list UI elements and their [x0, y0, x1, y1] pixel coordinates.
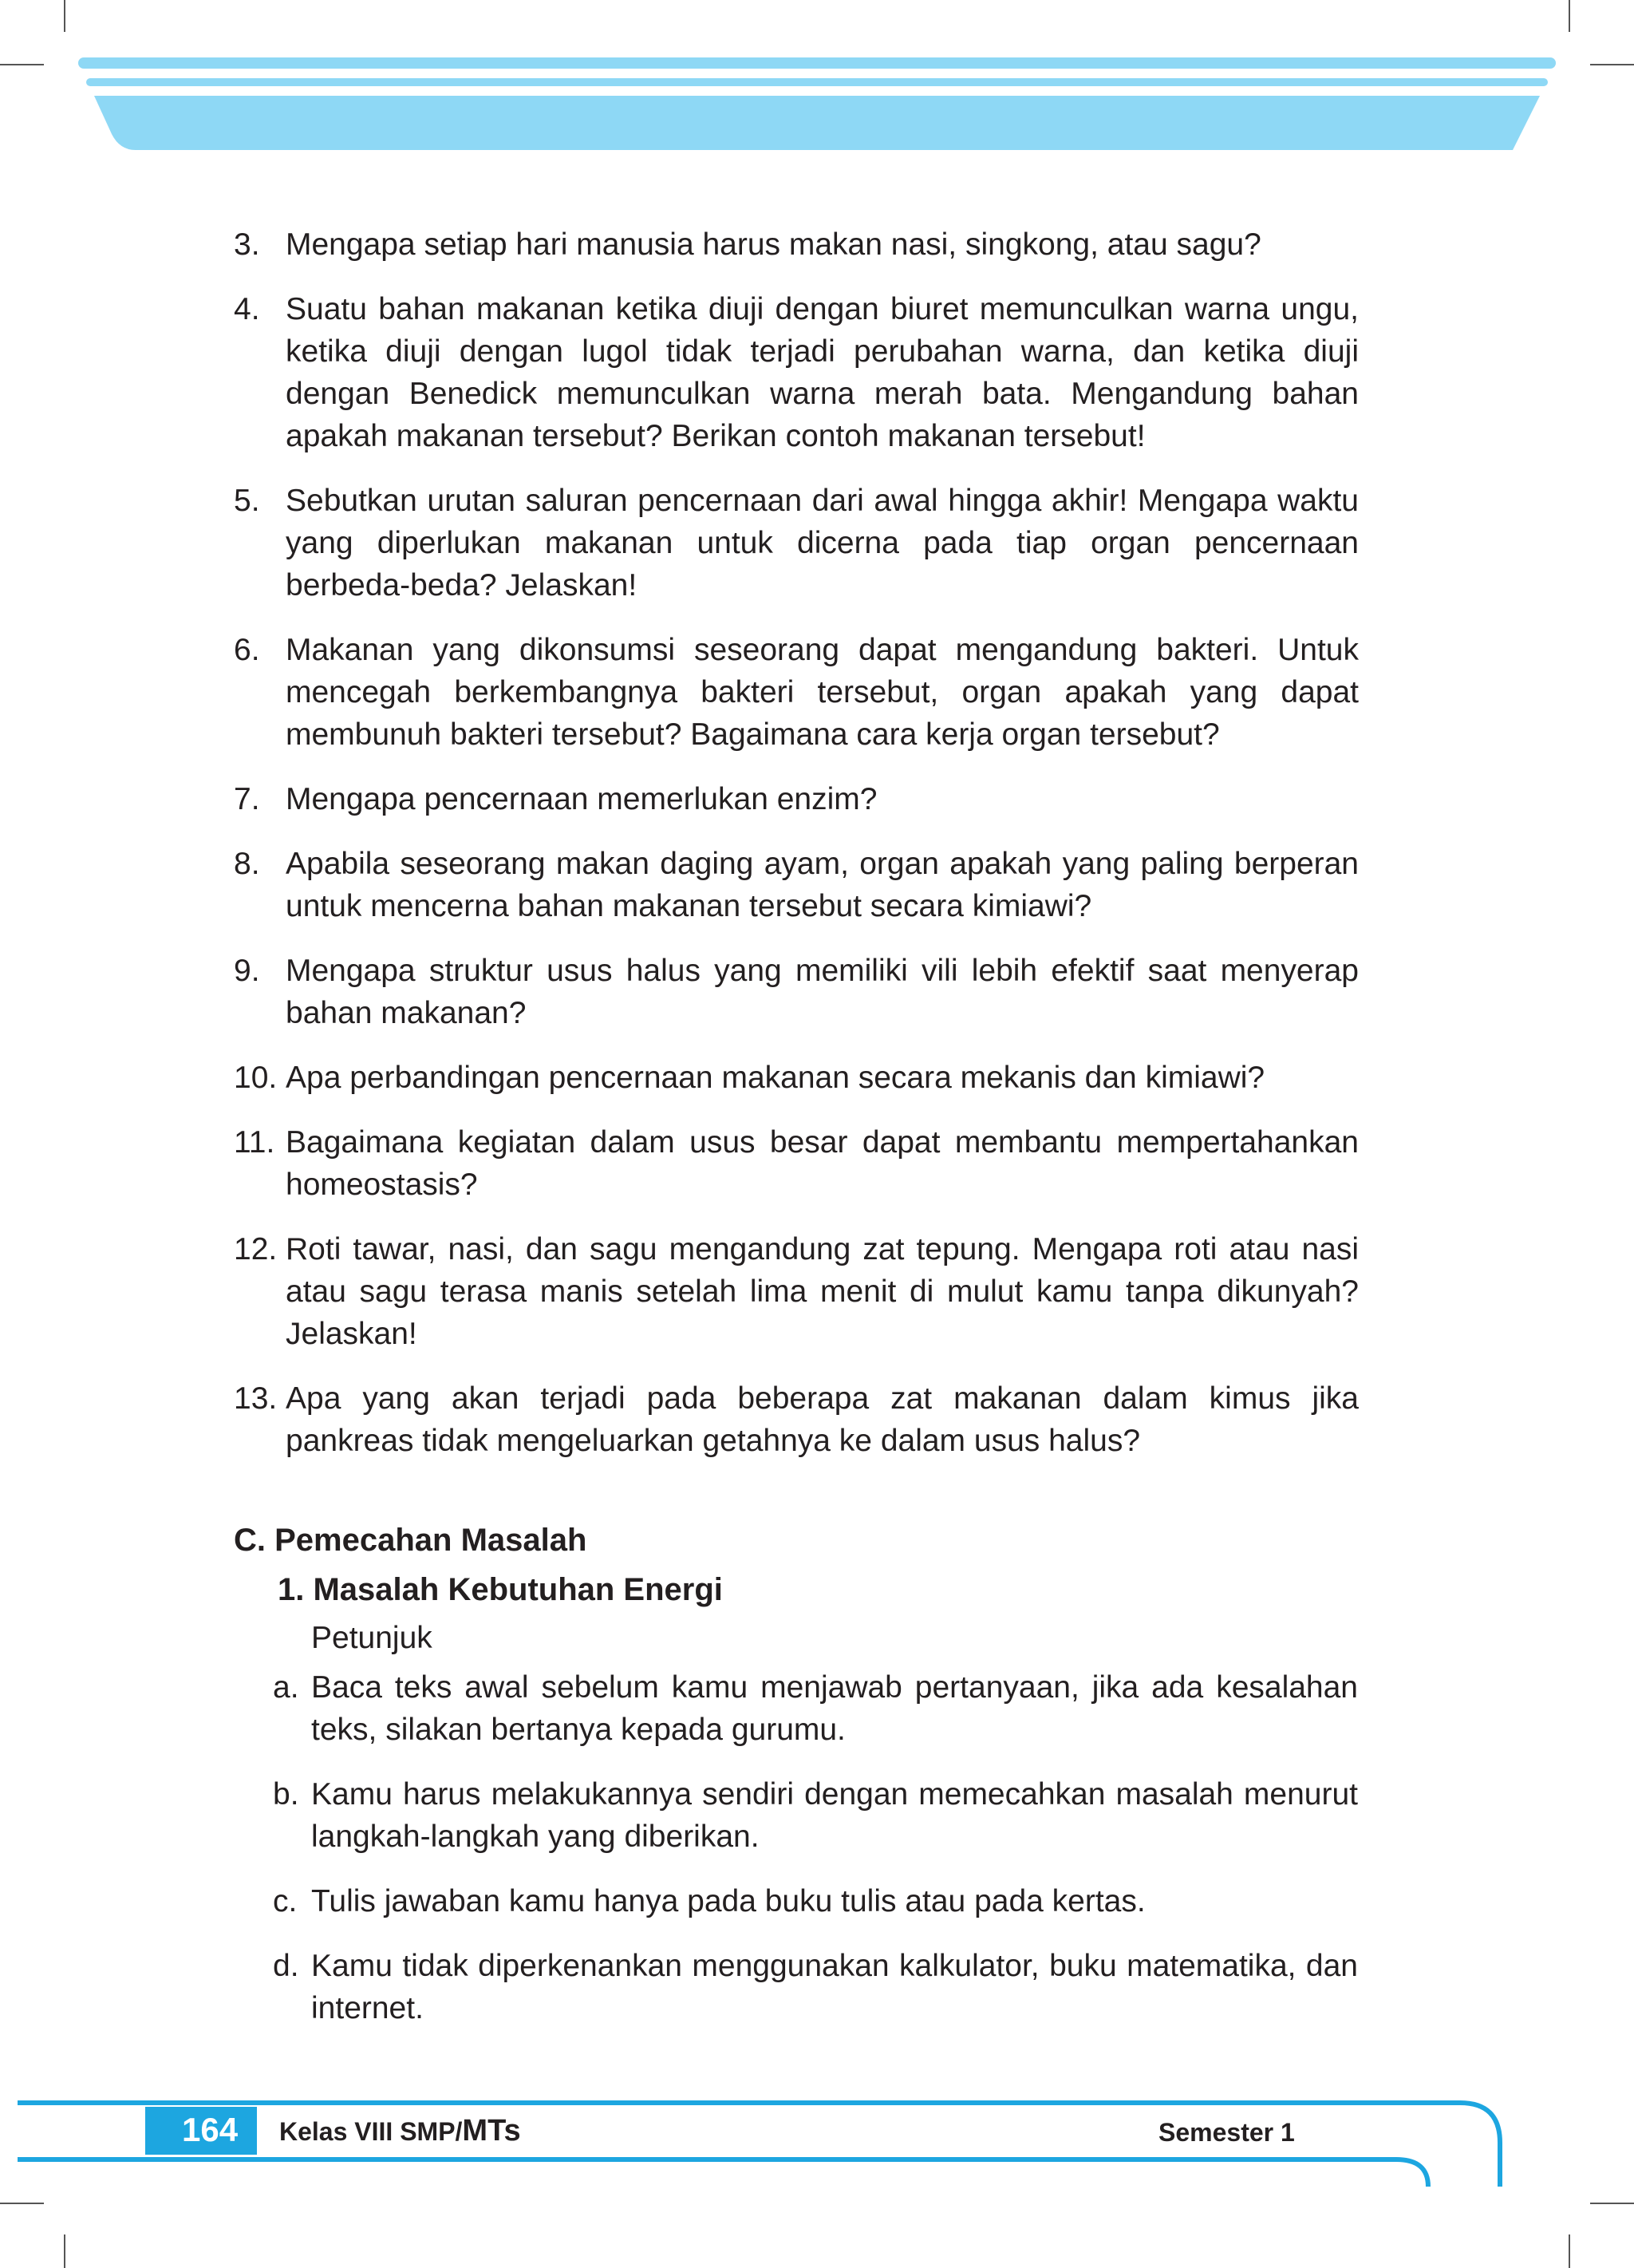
- footer-frame: [0, 2091, 1634, 2187]
- question-item: [234, 778, 1359, 820]
- instruction-item: [273, 1666, 1358, 1751]
- question-number: 10.: [234, 1061, 278, 1095]
- question-item: [234, 950, 1359, 1034]
- crop-mark: [0, 2203, 44, 2204]
- question-text: Mengapa struktur usus halus yang memiliki vili lebih efektif saat menyerap bahan makanan?: [286, 954, 1359, 1030]
- question-item: [234, 629, 1359, 756]
- footer-class-text: Kelas VIII SMP/: [279, 2117, 463, 2146]
- question-text: Sebutkan urutan saluran pencernaan dari awal hingga akhir! Mengapa waktu yang diperlukan makanan untuk dicerna pada tiap organ pencernaan berbeda-beda? Jelaskan!: [286, 484, 1359, 603]
- question-item: [234, 843, 1359, 927]
- footer-semester: Semester 1: [1158, 2118, 1295, 2147]
- question-number: 6.: [234, 633, 260, 667]
- question-number: 5.: [234, 484, 260, 518]
- instruction-item: [273, 1945, 1358, 2029]
- footer-line-bottom: [18, 2159, 1428, 2187]
- instruction-list: [273, 1666, 1358, 2052]
- question-item: [234, 288, 1359, 457]
- question-text: Apa yang akan terjadi pada beberapa zat makanan dalam kimus jika pankreas tidak mengeluarkan getahnya ke dalam usus halus?: [286, 1381, 1359, 1458]
- crop-mark: [1569, 2234, 1570, 2268]
- question-item: [234, 1121, 1359, 1206]
- page-number: 164: [182, 2111, 239, 2148]
- footer-class-mts: MTs: [462, 2114, 521, 2147]
- question-list: [234, 223, 1359, 1484]
- header-stripe-bottom: [94, 96, 1540, 150]
- crop-mark: [64, 2234, 65, 2268]
- question-item: [234, 1057, 1359, 1099]
- instruction-text: Kamu harus melakukannya sendiri dengan memecahkan masalah menurut langkah-langkah yang diberikan.: [311, 1777, 1358, 1854]
- instructions-heading: Petunjuk: [311, 1621, 432, 1655]
- question-text: Makanan yang dikonsumsi seseorang dapat mengandung bakteri. Untuk mencegah berkembangnya bakteri tersebut, organ apakah yang dapat membunuh bakteri tersebut? Bagaimana cara kerja organ tersebut?: [286, 633, 1359, 752]
- instruction-letter: c.: [273, 1884, 298, 1918]
- question-item: [234, 223, 1359, 266]
- question-number: 7.: [234, 782, 260, 816]
- question-number: 4.: [234, 292, 260, 326]
- question-text: Roti tawar, nasi, dan sagu mengandung zat tepung. Mengapa roti atau nasi atau sagu terasa manis setelah lima menit di mulut kamu tanpa dikunyah? Jelaskan!: [286, 1232, 1359, 1351]
- question-text: Mengapa setiap hari manusia harus makan nasi, singkong, atau sagu?: [286, 227, 1261, 262]
- question-text: Mengapa pencernaan memerlukan enzim?: [286, 782, 878, 816]
- instruction-letter: a.: [273, 1670, 299, 1705]
- header-stripe-top: [78, 57, 1556, 69]
- question-text: Bagaimana kegiatan dalam usus besar dapat membantu mempertahankan homeostasis?: [286, 1125, 1359, 1202]
- question-item: [234, 1228, 1359, 1355]
- question-text: Apabila seseorang makan daging ayam, organ apakah yang paling berperan untuk mencerna bahan makanan tersebut secara kimiawi?: [286, 847, 1359, 923]
- question-item: [234, 1377, 1359, 1462]
- question-number: 8.: [234, 847, 260, 881]
- instruction-text: Kamu tidak diperkenankan menggunakan kalkulator, buku matematika, dan internet.: [311, 1949, 1358, 2025]
- header-band: [0, 0, 1634, 160]
- section-title: C. Pemecahan Masalah: [234, 1523, 587, 1558]
- instruction-text: Baca teks awal sebelum kamu menjawab pertanyaan, jika ada kesalahan teks, silakan bertanya kepada gurumu.: [311, 1670, 1358, 1747]
- instruction-text: Tulis jawaban kamu hanya pada buku tulis atau pada kertas.: [311, 1884, 1146, 1918]
- instruction-letter: d.: [273, 1949, 299, 1983]
- question-number: 11.: [234, 1125, 275, 1160]
- subsection-title: 1. Masalah Kebutuhan Energi: [278, 1572, 723, 1607]
- instruction-item: [273, 1880, 1358, 1922]
- footer-class-label: [279, 2115, 521, 2147]
- crop-mark: [1590, 2203, 1634, 2204]
- question-text: Apa perbandingan pencernaan makanan secara mekanis dan kimiawi?: [286, 1061, 1265, 1095]
- header-stripe-middle: [86, 78, 1548, 86]
- instruction-item: [273, 1773, 1358, 1858]
- question-number: 3.: [234, 227, 260, 262]
- question-number: 13.: [234, 1381, 278, 1416]
- instruction-letter: b.: [273, 1777, 299, 1812]
- question-text: Suatu bahan makanan ketika diuji dengan biuret memunculkan warna ungu, ketika diuji dengan lugol tidak terjadi perubahan warna, dan ketika diuji dengan Benedick memunculkan warna merah bata. Mengandung bahan apakah makanan tersebut? Berikan contoh makanan tersebut!: [286, 292, 1359, 453]
- question-number: 9.: [234, 954, 260, 988]
- question-item: [234, 480, 1359, 607]
- question-number: 12.: [234, 1232, 278, 1266]
